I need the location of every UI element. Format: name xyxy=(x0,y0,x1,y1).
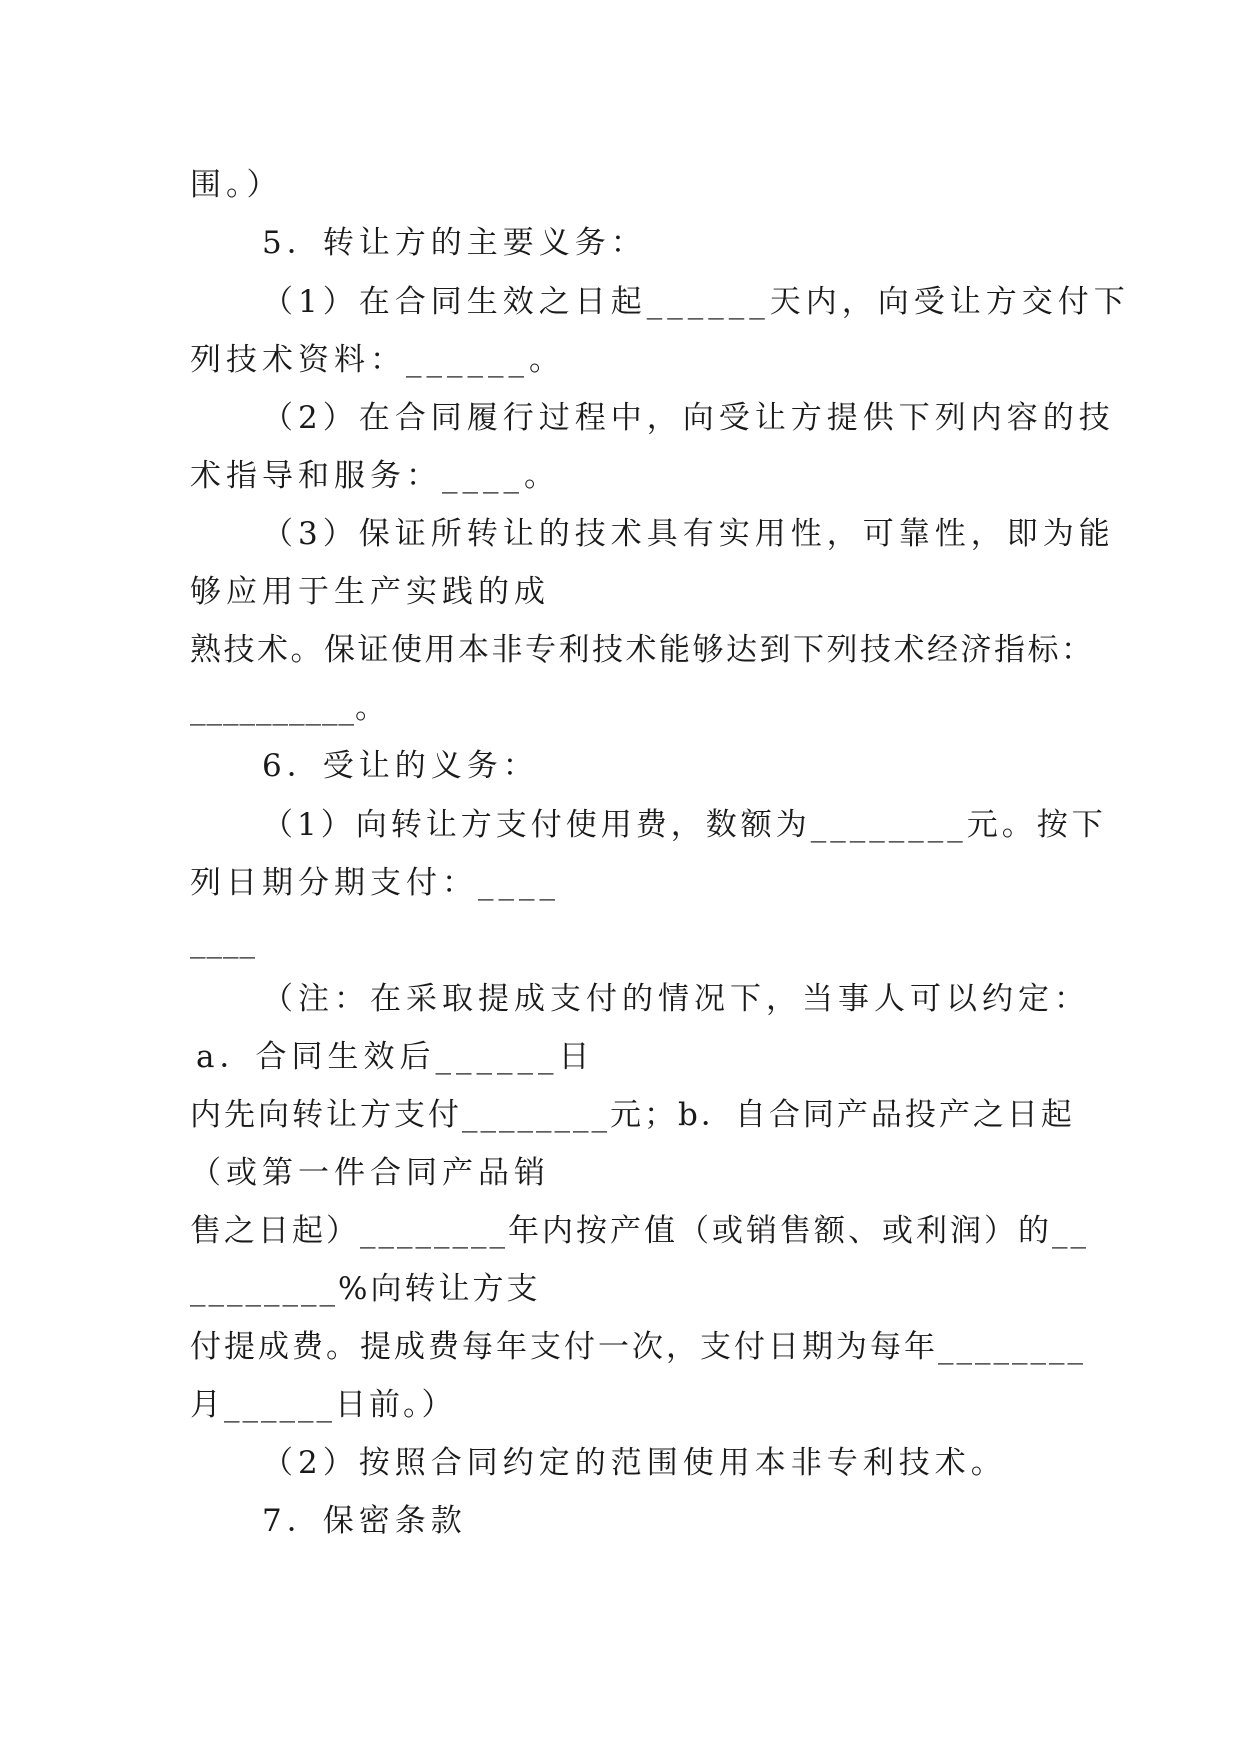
text-line: 列技术资料：______。 xyxy=(190,342,565,378)
text-line: （3）保证所转让的技术具有实用性，可靠性，即为能 xyxy=(262,516,1115,552)
text-line: 术指导和服务：____。 xyxy=(190,458,560,494)
section-heading: 7．保密条款 xyxy=(262,1503,467,1539)
text-line: 够应用于生产实践的成 xyxy=(190,574,550,610)
text-line: 熟技术。保证使用本非专利技术能够达到下列技术经济指标： xyxy=(190,632,1095,668)
section-heading: 5．转让方的主要义务： xyxy=(262,225,647,261)
text-line: 售之日起）________年内按产值（或销售额、或利润）的__ xyxy=(190,1213,1089,1249)
text-line: ________%向转让方支 xyxy=(190,1271,541,1307)
section-heading: 6．受让的义务： xyxy=(262,748,539,784)
text-line: 付提成费。提成费每年支付一次，支付日期为每年________ xyxy=(190,1329,1086,1365)
text-line: ____ xyxy=(190,923,256,959)
text-line: （注：在采取提成支付的情况下，当事人可以约定： xyxy=(262,981,1090,1017)
text-line: （或第一件合同产品销 xyxy=(190,1155,550,1191)
text-line: 内先向转让方支付________元；b．自合同产品投产之日起 xyxy=(190,1097,1075,1133)
text-line: 列日期分期支付：____ xyxy=(190,865,560,901)
text-line: 围。） xyxy=(190,167,283,203)
text-line: （2）在合同履行过程中，向受让方提供下列内容的技 xyxy=(262,400,1115,436)
text-line: 月______日前。） xyxy=(190,1387,456,1423)
text-line: __________。 xyxy=(190,690,387,726)
text-line: a．合同生效后______日 xyxy=(196,1039,595,1075)
text-line: （1）向转让方支付使用费，数额为________元。按下 xyxy=(262,807,1107,843)
text-line: （1）在合同生效之日起______天内，向受让方交付下 xyxy=(262,284,1130,320)
text-line: （2）按照合同约定的范围使用本非专利技术。 xyxy=(262,1445,1007,1481)
